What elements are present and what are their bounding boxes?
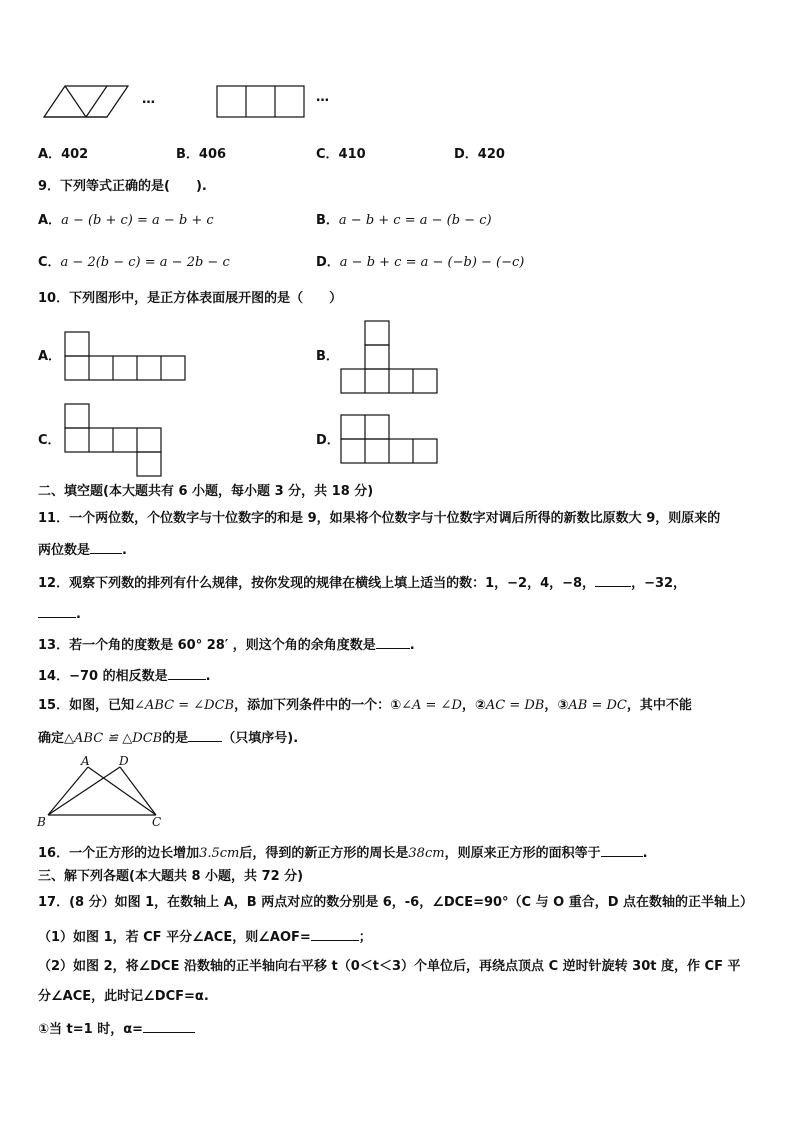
q13-text: 13．若一个角的度数是 60° 28′ ，则这个角的余角度数是 .	[38, 635, 415, 655]
q10-option-b-label: B．	[316, 349, 339, 364]
q14-text: 14．−70 的相反数是 .	[38, 666, 211, 686]
ellipsis-2: …	[316, 90, 329, 105]
q9-stem: 9．下列等式正确的是( ).	[38, 179, 207, 194]
q8-option-a: A．402	[38, 147, 89, 162]
q11-line-1: 11．一个两位数，个位数字与十位数字的和是 9，如果将个位数字与十位数字对调后所得的新数比原数大 9，则原来的	[38, 511, 721, 526]
vertex-label-c: C	[152, 815, 162, 829]
section-3-heading: 三、解下列各题(本大题共 8 小题，共 72 分)	[38, 869, 304, 884]
q10-option-d-label: D．	[316, 433, 340, 448]
q17-line-2: （1）如图 1，若 CF 平分∠ACE，则∠AOF= ；	[38, 927, 372, 947]
q11-line-2: 两位数是 .	[38, 540, 127, 560]
q10-option-a-label: A．	[38, 349, 62, 364]
vertex-label-b: B	[37, 815, 46, 829]
q8-option-b: B．406	[176, 147, 227, 162]
q15-line-1: 15．如图，已知∠ABC = ∠DCB，添加下列条件中的一个：①∠A = ∠D，②AC = DB，③AB = DC，其中不能	[38, 698, 692, 713]
section-2-heading: 二、填空题(本大题共有 6 小题，每小题 3 分，共 18 分)	[38, 484, 374, 499]
q15-line-2: 确定△ABC ≌ △DCB的是 （只填序号).	[38, 728, 298, 748]
q16-text: 16．一个正方形的边长增加3.5cm后，得到的新正方形的周长是38cm，则原来正方形的面积等于 .	[38, 843, 648, 863]
q10-stem: 10．下列图形中，是正方体表面展开图的是（ ）	[38, 291, 343, 306]
q17-line-1: 17．(8 分）如图 1，在数轴上 A，B 两点对应的数分别是 6，-6，∠DCE=90°（C 与 O 重合，D 点在数轴的正半轴上）	[38, 895, 754, 910]
vertex-label-a: A	[81, 754, 90, 768]
vertex-label-d: D	[119, 754, 129, 768]
q17-line-3: （2）如图 2，将∠DCE 沿数轴的正半轴向右平移 t（0＜t＜3）个单位后，再绕点顶点 C 逆时针旋转 30t 度，作 CF 平	[38, 959, 741, 974]
q12-line-1: 12．观察下列数的排列有什么规律，按你发现的规律在横线上填上适当的数：1，−2，4，−8， ，−32，	[38, 573, 686, 593]
q17-line-5: ①当 t=1 时，α=	[38, 1019, 195, 1039]
q9-option-d: D．a − b + c = a − (−b) − (−c)	[316, 255, 525, 270]
q9-option-a: A．a − (b + c) = a − b + c	[38, 213, 214, 228]
q12-line-2: .	[38, 604, 81, 624]
q17-line-4: 分∠ACE，此时记∠DCF=α.	[38, 989, 209, 1004]
q8-option-c: C．410	[316, 147, 366, 162]
q9-option-c: C．a − 2(b − c) = a − 2b − c	[38, 255, 230, 270]
q9-option-b: B．a − b + c = a − (b − c)	[316, 213, 492, 228]
ellipsis-1: …	[142, 92, 155, 107]
q8-option-d: D．420	[454, 147, 505, 162]
q10-option-c-label: C．	[38, 433, 61, 448]
